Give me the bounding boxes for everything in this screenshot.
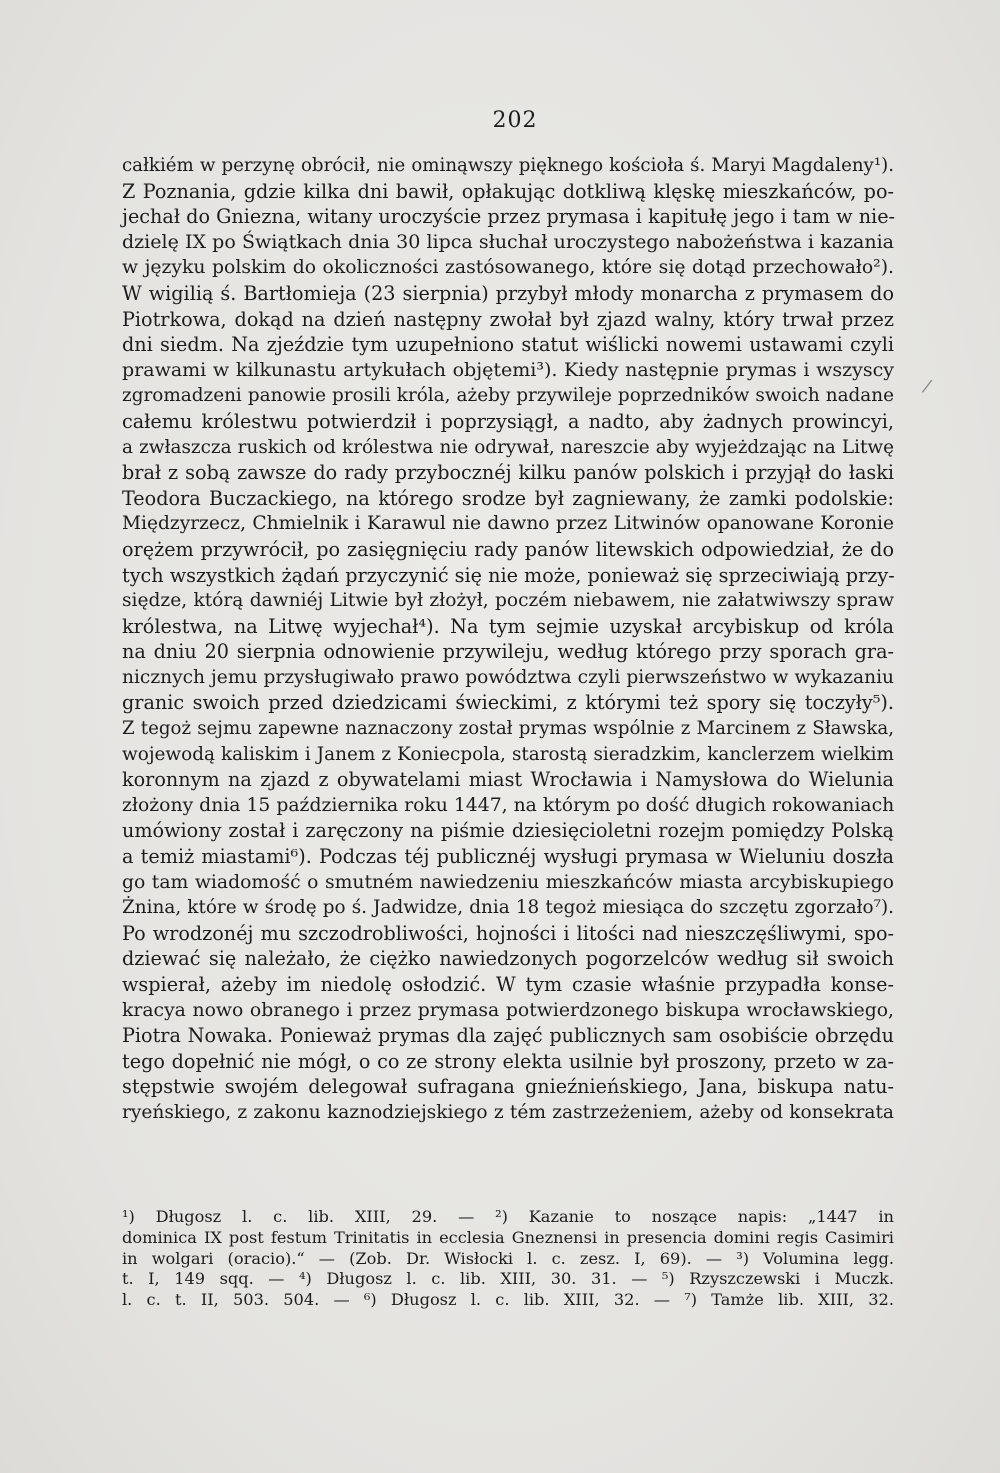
text-line: umówiony został i zaręczony na piśmie dziesięcioletni rozejm pomiędzy Polską xyxy=(122,819,894,843)
text-line: W wigilią ś. Bartłomieja (23 sierpnia) przybył młody monarcha z prymasem do xyxy=(122,281,894,305)
text-line: dzielę IX po Świątkach dnia 30 lipca słuchał uroczystego nabożeństwa i kazania xyxy=(122,230,894,253)
text-line: Po wrodzonéj mu szczodrobliwości, hojności i litości nad nieszczęśliwymi, spo- xyxy=(122,921,894,945)
text-line: nicznych jemu przysługiwało prawo powództwa czyli pierwszeństwo w wykazaniu xyxy=(122,666,894,688)
text-line: orężem przywrócił, po zasięgnięciu rady panów litewskich odpowiedział, że do xyxy=(122,537,894,561)
footnote-line: dominica IX post festum Trinitatis in ecclesia Gneznensi in presencia domini regis Casimiri xyxy=(122,1227,894,1247)
text-line: królestwa, na Litwę wyjechał⁴). Na tym sejmie uzyskał arcybiskup od króla xyxy=(122,614,894,638)
text-line: ryeńskiego, z zakonu kaznodziejskiego z tém zastrzeżeniem, ażeby od konsekrata xyxy=(122,1101,894,1123)
text-line: stępstwie swojém delegował sufragana gnieźnieńskiego, Jana, biskupa natu- xyxy=(122,1075,894,1099)
text-line: Międzyrzecz, Chmielnik i Karawul nie dawno przez Litwinów opanowane Koronie xyxy=(122,513,894,535)
text-line: Z Poznania, gdzie kilka dni bawił, opłakując dotkliwą klęskę mieszkańców, po- xyxy=(122,179,894,203)
text-line: go tam wiadomość o smutném nawiedzeniu mieszkańców miasta arcybiskupiego xyxy=(122,871,894,893)
footnote-line: l. c. t. II, 503. 504. — ⁶) Długosz l. c. lib. XIII, 32. — ⁷) Tamże lib. XIII, 32. xyxy=(122,1290,894,1310)
text-line: złożony dnia 15 października roku 1447, na którym po dość długich rokowaniach xyxy=(122,794,895,816)
text-line: a zwłaszcza ruskich od królestwa nie odrywał, nareszcie aby wyjeżdzając na Litwę xyxy=(122,436,894,458)
text-line: granic swoich przed dziedzicami świeckimi, z którymi też spory się toczyły⁵). xyxy=(122,691,894,715)
footnote-line: ¹) Długosz l. c. lib. XIII, 29. — ²) Kazanie to noszące napis: „1447 in xyxy=(122,1207,894,1226)
text-line: Teodora Buczackiego, na którego srodze był zagniewany, że zamki podolskie: xyxy=(122,486,894,510)
text-line: wspierał, ażeby im niedolę osłodzić. W tym czasie właśnie przypadła konse- xyxy=(122,973,894,996)
text-line: koronnym na zjazd z obywatelami miast Wrocławia i Namysłowa do Wielunia xyxy=(122,768,894,792)
text-line: tego dopełnić nie mógł, o co ze strony elekta usilnie był proszony, przeto w za- xyxy=(122,1049,894,1073)
text-line: na dniu 20 sierpnia odnowienie przywileju, według którego przy sporach gra- xyxy=(122,640,894,664)
text-line: całkiém w perzynę obrócił, nie ominąwszy pięknego kościoła ś. Maryi Magdaleny¹). xyxy=(122,155,894,176)
text-line: całemu królestwu potwierdził i poprzysiągł, a nadto, aby żadnych prowincyi, xyxy=(122,409,894,433)
page-number: 202 xyxy=(492,108,538,133)
text-line: siędze, którą dawniéj Litwie był złożył, poczém niebawem, nie załatwiwszy spraw xyxy=(122,590,894,612)
footnote-line: t. I, 149 sqq. — ⁴) Długosz l. c. lib. XIII, 30. 31. — ⁵) Rzyszczewski i Muczk. xyxy=(122,1269,894,1289)
text-line: brał z sobą zawsze do rady przybocznéj kilku panów polskich i przyjął do łaski xyxy=(122,461,894,485)
margin-pencil-mark: / xyxy=(920,375,934,398)
text-line: tych wszystkich żądań przyczynić się nie może, ponieważ się sprzeciwiają przy- xyxy=(122,563,895,587)
text-line: jechał do Gniezna, witany uroczyście przez prymasa i kapitułę jego i tam w nie- xyxy=(122,205,896,229)
text-line: w języku polskim do okoliczności zastósowanego, które się dotąd przechowało²). xyxy=(122,257,894,279)
text-line: Piotrkowa, dokąd na dzień następny zwołał był zjazd walny, który trwał przez xyxy=(122,307,894,331)
text-line: Żnina, które w środę po ś. Jadwidze, dnia 18 tegoż miesiąca do szczętu zgorzało⁷). xyxy=(122,897,894,919)
text-line: Piotra Nowaka. Ponieważ prymas dla zajęć publicznych sam osobiście obrzędu xyxy=(122,1024,894,1048)
text-line: a temiż miastami⁶). Podczas téj publicznéj wysługi prymasa w Wieluniu doszła xyxy=(122,845,894,869)
footnotes xyxy=(122,1207,894,1311)
main-text xyxy=(122,153,894,1126)
text-line: dni siedm. Na zjeździe tym uzupełniono statut wiślicki nowemi ustawami czyli xyxy=(122,333,894,357)
text-line: zgromadzeni panowie prosili króla, ażeby przywileje poprzedników swoich nadane xyxy=(122,385,894,407)
footnote-line: in wolgari (oracio).“ — (Zob. Dr. Wisłocki l. c. zesz. I, 69). — ³) Volumina legg. xyxy=(122,1248,894,1268)
text-line: prawami w kilkunastu artykułach objętemi³). Kiedy następnie prymas i wszyscy xyxy=(122,358,894,381)
text-line: Z tegoż sejmu zapewne naznaczony został prymas wspólnie z Marcinem z Sławska, xyxy=(122,718,894,740)
text-line: kracya nowo obranego i przez prymasa potwierdzonego biskupa wrocławskiego, xyxy=(122,999,894,1021)
text-line: wojewodą kaliskim i Janem z Koniecpola, starostą sieradzkim, kanclerzem wielkim xyxy=(122,743,894,765)
text-line: dziewać się należało, że ciężko nawiedzonych pogorzelców według sił swoich xyxy=(122,947,894,971)
